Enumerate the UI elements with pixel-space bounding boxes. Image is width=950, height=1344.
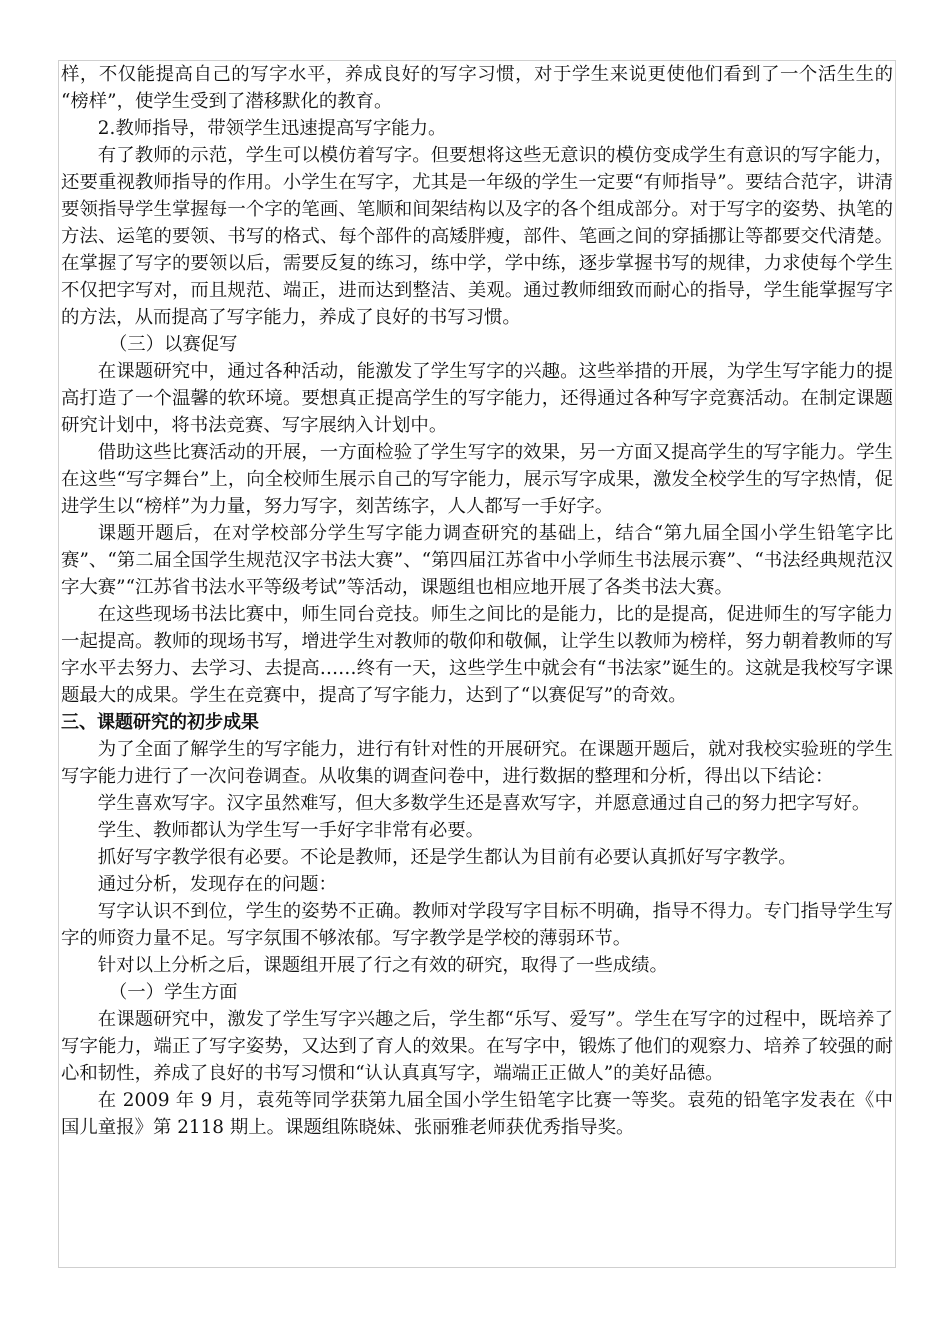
paragraph: 通过分析，发现存在的问题： bbox=[97, 874, 337, 895]
paragraph: 学生、教师都认为学生写一手好字非常有必要。 bbox=[97, 820, 485, 841]
numbered-subheading: 2.教师指导，带领学生迅速提高写字能力。 bbox=[97, 118, 447, 139]
paragraph: 针对以上分析之后，课题组开展了行之有效的研究，取得了一些成绩。 bbox=[97, 955, 668, 976]
paragraph: 为了全面了解学生的写字能力，进行有针对性的开展研究。在课题开题后，就对我校实验班的学生写字能力进行了一次问卷调查。从收集的调查问卷中，进行数据的整理和分析，得出以下结论： bbox=[61, 739, 893, 787]
paragraph: 抓好写字教学很有必要。不论是教师，还是学生都认为目前有必要认真抓好写字教学。 bbox=[97, 847, 797, 868]
paragraph: 在 2009 年 9 月，袁苑等同学获第九届全国小学生铅笔字比赛一等奖。袁苑的铅笔字发表在《中国儿童报》第 2118 期上。课题组陈晓妹、张丽雅老师获优秀指导奖。 bbox=[61, 1090, 893, 1138]
paragraph: 学生喜欢写字。汉字虽然难写，但大多数学生还是喜欢写字，并愿意通过自己的努力把字写好。 bbox=[97, 793, 871, 814]
document-page bbox=[58, 60, 896, 1268]
paragraph: 样，不仅能提高自己的写字水平，养成良好的写字习惯，对于学生来说更使他们看到了一个活生生的 “榜样”，使学生受到了潜移默化的教育。 bbox=[61, 64, 893, 112]
paragraph: 借助这些比赛活动的开展，一方面检验了学生写字的效果，另一方面又提高学生的写字能力。学生在这些“写字舞台”上，向全校师生展示自己的写字能力，展示写字成果，激发全校学生的写字热情，促进学生以“榜样”为力量，努力写字，刻苦练字，人人都写一手好字。 bbox=[61, 442, 893, 517]
paragraph: 在课题研究中，通过各种活动，能激发了学生写字的兴趣。这些举措的开展，为学生写字能力的提高打造了一个温馨的软环境。要想真正提高学生的写字能力，还得通过各种写字竞赛活动。在制定课题研究计划中，将书法竞赛、写字展纳入计划中。 bbox=[61, 361, 893, 436]
paragraph: 有了教师的示范，学生可以模仿着写字。但要想将这些无意识的模仿变成学生有意识的写字能力，还要重视教师指导的作用。小学生在写字，尤其是一年级的学生一定要“有师指导”。要结合范字，讲清要领指导学生掌握每一个字的笔画、笔顺和间架结构以及字的各个组成部分。对于写字的姿势、执笔的方法、运笔的要领、书写的格式、每个部件的高矮胖瘦，部件、笔画之间的穿插挪让等都要交代清楚。在掌握了写字的要领以后，需要反复的练习，练中学，学中练，逐步掌握书写的规律，力求使每个学生不仅把字写对，而且规范、端正，进而达到整洁、美观。通过教师细致而耐心的指导，学生能掌握写字的方法，从而提高了写字能力，养成了良好的书写习惯。 bbox=[61, 145, 893, 328]
paragraph: 课题开题后，在对学校部分学生写字能力调查研究的基础上，结合“第九届全国小学生铅笔字比赛”、“第二届全国学生规范汉字书法大赛”、“第四届江苏省中小学师生书法展示赛”、“书法经典规范汉字大赛”“江苏省书法水平等级考试”等活动，课题组也相应地开展了各类书法大赛。 bbox=[61, 523, 893, 598]
section-subheading: （一）学生方面 bbox=[108, 982, 238, 1003]
paragraph: 在这些现场书法比赛中，师生同台竞技。师生之间比的是能力，比的是提高，促进师生的写字能力一起提高。教师的现场书写，增进学生对教师的敬仰和敬佩，让学生以教师为榜样，努力朝着教师的写字水平去努力、去学习、去提高……终有一天，这些学生中就会有“书法家”诞生的。这就是我校写字课题最大的成果。学生在竞赛中，提高了写字能力，达到了“以赛促写”的奇效。 bbox=[61, 604, 893, 706]
paragraph: 写字认识不到位，学生的姿势不正确。教师对学段写字目标不明确，指导不得力。专门指导学生写字的师资力量不足。写字氛围不够浓郁。写字教学是学校的薄弱环节。 bbox=[61, 901, 893, 949]
paragraph: 在课题研究中，激发了学生写字兴趣之后，学生都“乐写、爱写”。学生在写字的过程中，既培养了写字能力，端正了写字姿势，又达到了育人的效果。在写字中，锻炼了他们的观察力、培养了较强的耐心和韧性，养成了良好的书写习惯和“认认真真写字，端端正正做人”的美好品德。 bbox=[61, 1009, 893, 1084]
section-subheading: （三）以赛促写 bbox=[108, 334, 238, 355]
section-heading: 三、课题研究的初步成果 bbox=[61, 712, 259, 733]
